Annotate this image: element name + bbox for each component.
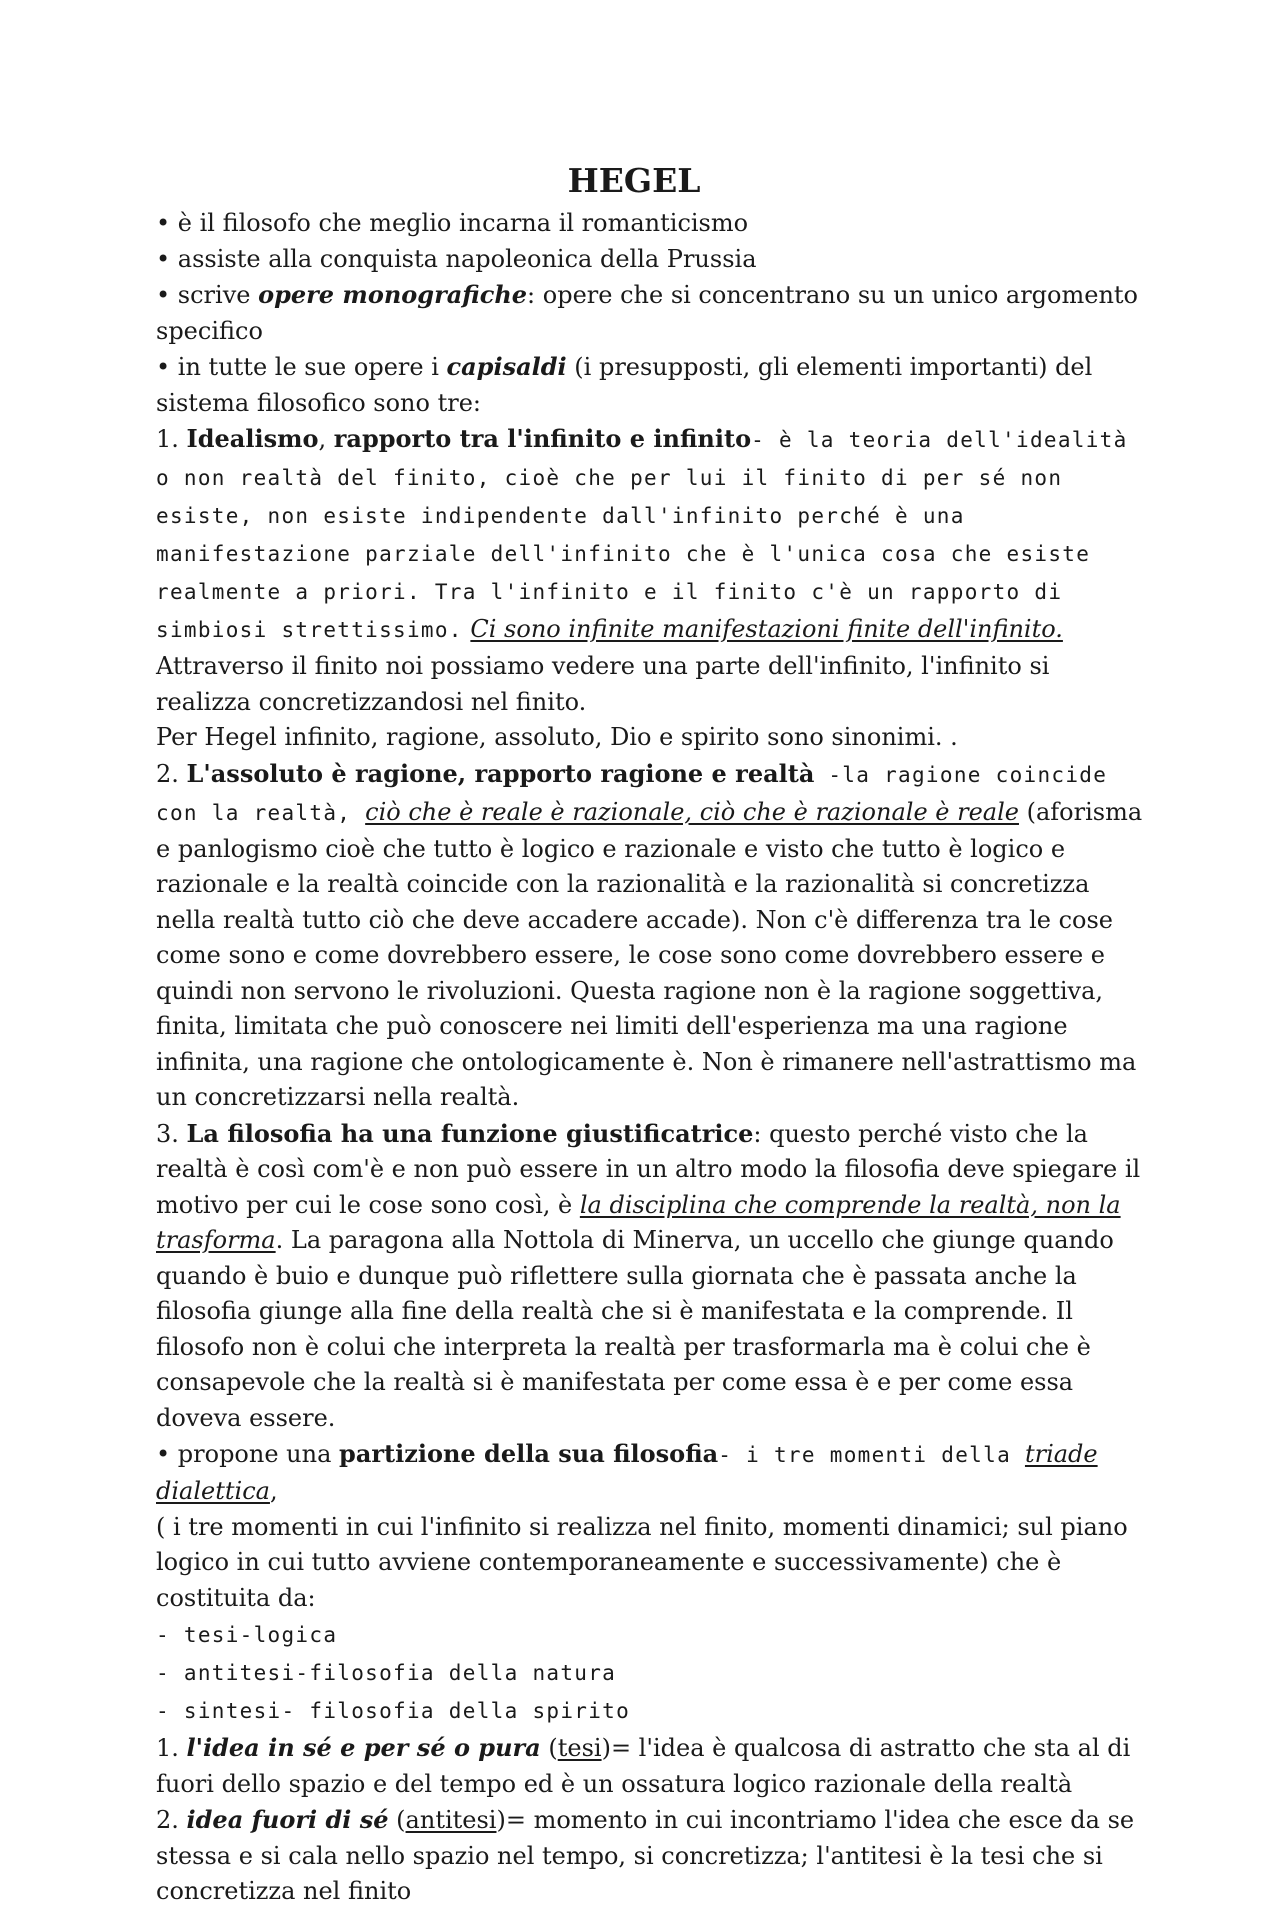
- numbered-paragraph: [156, 1730, 1146, 1802]
- mono-text: - i tre momenti della: [718, 1443, 1025, 1467]
- numbered-paragraph: [156, 421, 1146, 720]
- item-number: 2.: [156, 1806, 187, 1834]
- page-title: HEGEL: [567, 161, 701, 200]
- document-body: [156, 156, 1146, 1910]
- bullet-item: • è il filosofo che meglio incarna il romanticismo: [156, 209, 749, 237]
- emphasis-text: l'idea in sé e per sé o pura: [186, 1733, 541, 1762]
- mono-text: - è la teoria dell'idealità o non realtà del finito, cioè che per lui il finito di per sé non esiste, non esiste indipendente dall'infinito perché è una manifestazione parziale dell'infinito che è l'unica cosa che esiste realmente a priori. Tra l'infinito e il finito c'è un rapporto di simbiosi strettissimo.: [156, 428, 1128, 642]
- text-run: Attraverso il finito noi possiamo vedere una parte dell'infinito, l'infinito si realizza concretizzandosi nel finito.: [156, 652, 1050, 716]
- item-number: 1.: [156, 1734, 187, 1762]
- item-number: 1.: [156, 425, 187, 453]
- item-number: 2.: [156, 759, 187, 788]
- bullet-item: [156, 277, 1146, 349]
- triad-item: - sintesi- filosofia della spirito: [156, 1699, 631, 1723]
- bold-heading: rapporto tra l'infinito e infinito: [333, 424, 752, 453]
- text-run: • scrive: [156, 281, 259, 309]
- text-run: (aforisma e panlogismo cioè che tutto è logico e razionale e visto che tutto è logico e razionale e la realtà coincide con la razionalità e la razionalità si concretizza nella realtà tutto ciò che deve accadere accade). Non c'è differenza tra le cose come sono e come dovrebbero essere, le cose sono come dovrebbero essere e quindi non servono le rivoluzioni. Questa ragione non è la ragione soggettiva, finita, limitata che può conoscere nei limiti dell'esperienza ma una ragione infinita, una ragione che ontologicamente è. Non è rimanere nell'astrattismo ma un concretizzarsi nella realtà.: [156, 797, 1143, 1111]
- numbered-paragraph: [156, 1802, 1146, 1910]
- text-run: • in tutte le sue opere i: [156, 353, 447, 381]
- triad-item: - antitesi-filosofia della natura: [156, 1661, 617, 1685]
- text-run: (i presupposti, gli elementi importanti) del sistema filosofico sono tre:: [156, 353, 1093, 417]
- text-run: (: [540, 1734, 558, 1762]
- underlined-text: Ci sono infinite manifestazioni finite dell'infinito.: [470, 615, 1063, 643]
- bullet-item: [156, 349, 1146, 421]
- text-run: • propone una: [156, 1440, 340, 1468]
- text-run: ( i tre momenti in cui l'infinito si realizza nel finito, momenti dinamici; sul piano logico in cui tutto avviene contemporaneamente e successivamente) che è costituita da:: [156, 1512, 1128, 1612]
- text-run: )= momento in cui incontriamo l'idea che esce da se stessa e si cala nello spazio nel tempo, si concretizza; l'antitesi è la tesi che si concretizza nel finito: [156, 1806, 1135, 1905]
- emphasis-text: opere monografiche: [258, 280, 528, 309]
- triad-item: - tesi-logica: [156, 1623, 338, 1647]
- numbered-paragraph: [156, 1116, 1146, 1437]
- emphasis-text: capisaldi: [446, 352, 567, 381]
- text-run: (: [388, 1806, 406, 1834]
- text-run: ,: [269, 1477, 278, 1505]
- underlined-text: tesi: [557, 1734, 602, 1762]
- bold-heading: L'assoluto è ragione, rapporto ragione e realtà: [186, 758, 815, 788]
- bold-heading: Idealismo: [186, 424, 319, 453]
- text-run: : questo perché visto che la realtà è così com'è e non può essere in un altro modo la filosofia deve spiegare il motivo per cui le cose sono così, è: [156, 1119, 1141, 1219]
- bullet-item: [156, 1436, 1146, 1616]
- bold-heading: La filosofia ha una funzione giustificatrice: [186, 1118, 754, 1148]
- text-run: : opere che si concentrano su un unico argomento specifico: [156, 281, 1139, 345]
- bold-heading: partizione della sua filosofia: [339, 1439, 719, 1468]
- paragraph: Per Hegel infinito, ragione, assoluto, Dio e spirito sono sinonimi. .: [156, 723, 958, 751]
- item-number: 3.: [156, 1119, 187, 1148]
- underlined-text: ciò che è reale è razionale, ciò che è razionale è reale: [365, 797, 1019, 826]
- underlined-text: la disciplina che comprende la realtà, non la trasforma: [156, 1190, 1121, 1254]
- text-run: . La paragona alla Nottola di Minerva, un uccello che giunge quando quando è buio e dunque può riflettere sulla giornata che è passata anche la filosofia giunge alla fine della realtà che si è manifestata e la comprende. Il filosofo non è colui che interpreta la realtà per trasformarla ma è colui che è consapevole che la realtà si è manifestata per come essa è e per come essa doveva essere.: [156, 1226, 1114, 1432]
- bullet-item: • assiste alla conquista napoleonica della Prussia: [156, 244, 757, 273]
- text-run: )= l'idea è qualcosa di astratto che sta al di fuori dello spazio e del tempo ed è un ossatura logico razionale della realtà: [156, 1734, 1131, 1798]
- numbered-paragraph: [156, 756, 1146, 1116]
- underlined-text: triade dialettica: [156, 1440, 1098, 1505]
- emphasis-text: idea fuori di sé: [186, 1805, 389, 1834]
- mono-text: -la ragione coincide con la realtà,: [156, 762, 1108, 825]
- underlined-text: antitesi: [405, 1806, 497, 1834]
- text-run: ,: [318, 425, 334, 453]
